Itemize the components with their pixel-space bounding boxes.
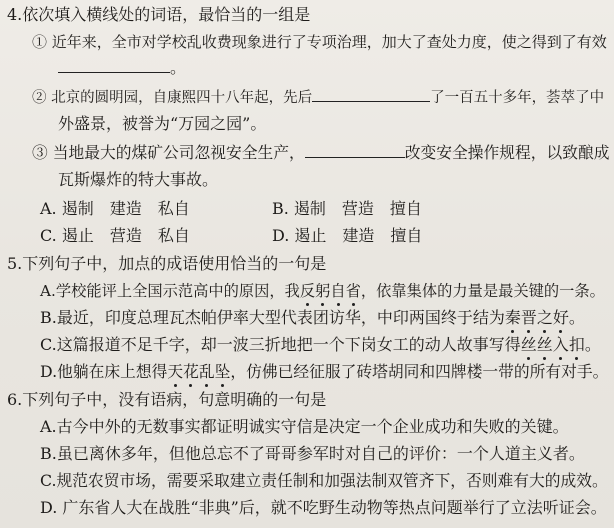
q5-a-idiom-char: 躬 [315,282,331,300]
q5-d-idiom-char: 天 [167,362,184,381]
q5-a-idiom-char: 反 [299,282,316,300]
q5-d-idiom-char: 坠 [214,362,231,381]
q5-d-idiom-char: 花 [183,362,199,381]
q4-s2-text-c: 外盛景，被誉为“万园之园”。 [58,114,267,133]
q4-sentence-1-line-2 [58,58,186,78]
q4-sentence-3-line-1 [32,143,610,163]
q5-stem: 5.下列句子中，加点的成语使用恰当的一句是 [7,254,327,273]
q6-option-d: D. 广东省人大在战胜“非典”后，就不吃野生动物等热点问题举行了立法听证会。 [40,498,607,517]
q5-a-text-post: ，依靠集体的力量是最关键的一条。 [360,282,605,300]
q6-option-a: A.古今中外的无数事实都证明诚实守信是决定一个企业成功和失败的关键。 [40,417,569,436]
q5-d-text-post: ，仿佛已经征服了砖塔胡同和四牌楼一带的所有对手。 [230,362,609,381]
q5-d-text-pre: D.他躺在床上想得 [40,362,168,381]
q4-s2-text-a: ② 北京的圆明园，自康熙四十八年起，先后 [32,90,313,106]
q4-blank-3 [305,143,405,158]
q5-c-text-post: 。 [584,335,601,354]
q5-b-idiom-char: 秦 [504,308,521,327]
q5-b-idiom-char: 好 [552,308,569,327]
q6-stem: 6.下列句子中，没有语病，句意明确的一句是 [7,390,327,409]
q4-option-a: A. 遏制 建造 私自 [40,199,190,218]
q4-s2-text-b: 了一百五十多年，荟萃了中 [430,90,605,106]
q4-option-b: B. 遏制 营造 擅自 [272,199,422,218]
q5-option-d [40,362,608,382]
q4-blank-2 [312,87,430,102]
q4-s3-text-a: ③ 当地最大的煤矿公司忽视安全生产， [32,143,305,162]
q5-c-idiom-char: 丝 [536,335,553,354]
q4-s3-text-c: 瓦斯爆炸的特大事故。 [58,170,219,189]
q4-s3-text-b: 改变安全操作规程，以致酿成 [404,143,610,162]
q5-c-idiom-char: 扣 [568,335,585,354]
q5-a-idiom-char: 省 [345,282,361,300]
q4-option-c: C. 遏止 营造 私自 [40,226,190,245]
q4-s1-text: ① 近年来，全市对学校乱收费现象进行了专项治理，加大了查处力度，使之得到了有效 [32,33,607,51]
q5-a-text-pre: A.学校能评上全国示范高中的原因，我 [40,282,300,300]
q5-c-text-pre: C.这篇报道不足千字，却一波三折地把一个下岗女工的动人故事写得 [40,335,521,354]
q5-a-idiom-char: 自 [330,282,346,300]
q5-option-c [40,335,601,355]
q5-b-text-pre: B.最近，印度总理瓦杰帕伊率大型代表团访华，中印两国终于结为 [40,308,505,327]
q4-s1-end: 。 [170,58,187,77]
q6-option-c: C.规范农贸市场，需要采取建立责任制和加强法制双管齐下，否则难有大的成效。 [40,471,608,490]
q5-option-a [40,281,605,301]
q5-c-idiom-char: 入 [552,335,569,354]
q5-b-text-post: 。 [568,308,585,327]
q4-sentence-1-line-1 [32,32,607,52]
q4-blank-1 [58,58,170,73]
q4-option-d: D. 遏止 建造 擅自 [272,226,423,245]
q5-b-idiom-char: 晋 [520,308,537,327]
q5-d-idiom-char: 乱 [198,362,215,381]
q5-option-b [40,308,585,328]
q4-sentence-2-line-1 [32,87,604,108]
q5-c-idiom-char: 丝 [520,335,537,354]
q4-stem: 4.依次填入横线处的词语，最恰当的一组是 [7,5,311,24]
q5-b-idiom-char: 之 [536,308,553,327]
q6-option-b: B.虽已离休多年，但他总忘不了哥哥参军时对自己的评价：一个人道主义者。 [40,444,585,463]
